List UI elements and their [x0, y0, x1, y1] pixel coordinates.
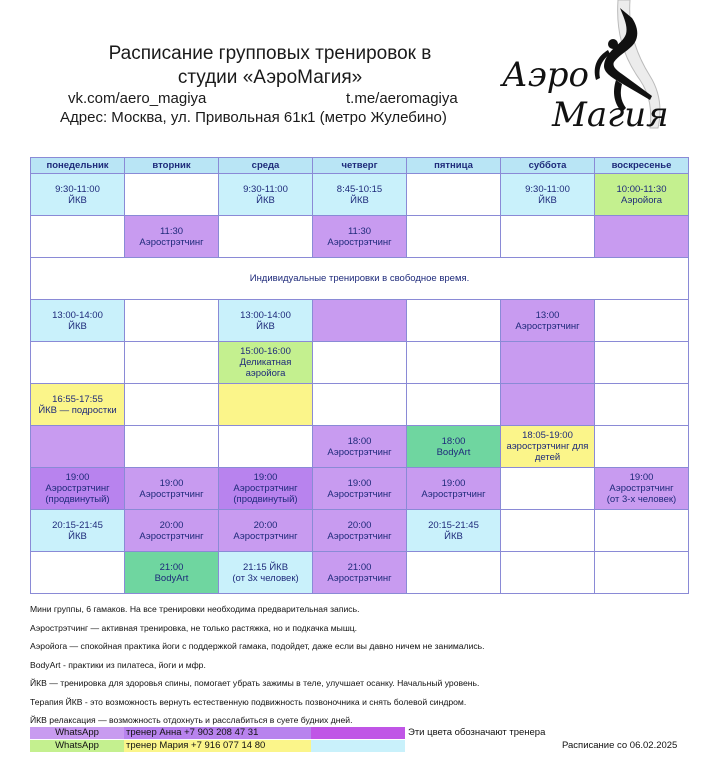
class-slot: [31, 468, 125, 510]
class-slot: [501, 300, 595, 342]
empty-slot: [313, 300, 407, 342]
header: [0, 0, 720, 150]
class-slot-text: 18:00 Аэрострэтчинг: [327, 435, 392, 458]
schedule-row: [31, 342, 689, 384]
class-slot-text: 9:30-11:00 ЙКВ: [525, 183, 570, 206]
class-slot-text: 15:00-16:00 Деликатная аэройога: [239, 346, 292, 379]
class-slot: [313, 174, 407, 216]
note-line: Аэрострэтчинг — активная тренировка, не только растяжка, но и подкачка мышц.: [30, 622, 358, 633]
class-slot-text: 21:00 Аэрострэтчинг: [327, 561, 392, 584]
class-slot-text: 20:00 Аэрострэтчинг: [233, 519, 298, 542]
class-slot: [313, 468, 407, 510]
empty-slot: [31, 552, 125, 594]
day-header: суббота: [501, 158, 595, 174]
legend-description: Эти цвета обозначают тренера: [408, 727, 546, 738]
schedule-table: [30, 157, 689, 594]
empty-slot: [407, 300, 501, 342]
empty-slot: [595, 216, 689, 258]
empty-slot: [407, 552, 501, 594]
class-slot-text: 19:00 Аэрострэтчинг: [139, 477, 204, 500]
class-slot-text: 20:15-21:45 ЙКВ: [428, 519, 479, 542]
class-slot-text: 20:00 Аэрострэтчинг: [327, 519, 392, 542]
empty-slot: [219, 384, 313, 426]
note-line: ЙКВ — тренировка для здоровья спины, помогает убрать зажимы в теле, улучшает осанку. Начальный уровень.: [30, 678, 480, 688]
class-slot: [313, 552, 407, 594]
class-slot-text: 19:00 Аэрострэтчинг (продвинутый): [45, 472, 110, 505]
empty-slot: [501, 468, 595, 510]
class-slot-text: 16:55-17:55 ЙКВ — подростки: [38, 393, 117, 416]
schedule-row: [31, 510, 689, 552]
empty-slot: [407, 342, 501, 384]
class-slot: [313, 216, 407, 258]
class-slot-text: 19:00 Аэрострэтчинг: [421, 477, 486, 500]
empty-slot: [219, 426, 313, 468]
empty-slot: [31, 426, 125, 468]
empty-slot: [595, 552, 689, 594]
schedule-row: [31, 384, 689, 426]
studio-logo: [500, 0, 675, 140]
class-slot-text: 20:15-21:45 ЙКВ: [52, 519, 103, 542]
class-slot-text: 19:00 Аэрострэтчинг (от 3-х человек): [606, 472, 677, 505]
class-slot-text: 18:00 BodyArt: [436, 435, 471, 458]
schedule-row: [31, 216, 689, 258]
schedule-row: [31, 300, 689, 342]
schedule-row: [31, 468, 689, 510]
class-slot: [407, 510, 501, 552]
empty-slot: [595, 384, 689, 426]
empty-slot: [501, 552, 595, 594]
note-line: Мини группы, 6 гамаков. На все тренировки необходима предварительная запись.: [30, 604, 360, 614]
empty-slot: [313, 384, 407, 426]
logo-text-line1: Аэро: [502, 55, 590, 95]
empty-slot: [313, 342, 407, 384]
class-slot: [125, 216, 219, 258]
class-slot: [31, 300, 125, 342]
class-slot: [219, 510, 313, 552]
trainer-color-swatch: [311, 740, 405, 752]
individual-training-note: Индивидуальные тренировки в свободное время.: [31, 258, 689, 300]
empty-slot: [407, 384, 501, 426]
class-slot: [31, 510, 125, 552]
day-header: вторник: [125, 158, 219, 174]
class-slot-text: 13:00-14:00 ЙКВ: [240, 309, 291, 332]
studio-address: Адрес: Москва, ул. Привольная 61к1 (метро Жулебино): [60, 109, 447, 126]
empty-slot: [407, 216, 501, 258]
aerial-dancer-logo-icon: [500, 0, 675, 140]
class-slot: [31, 384, 125, 426]
class-slot: [313, 510, 407, 552]
empty-slot: [125, 426, 219, 468]
day-header: четверг: [313, 158, 407, 174]
empty-slot: [219, 216, 313, 258]
class-slot: [31, 174, 125, 216]
note-line: Терапия ЙКВ - это возможность вернуть естественную подвижность позвоночника и снять болевой синдром.: [30, 696, 467, 707]
telegram-link[interactable]: t.me/aeromagiya: [346, 90, 458, 107]
class-slot-text: 11:30 Аэрострэтчинг: [327, 225, 392, 248]
vk-link[interactable]: vk.com/aero_magiya: [68, 90, 207, 107]
class-slot-text: 9:30-11:00 ЙКВ: [55, 183, 100, 206]
class-slot-text: 20:00 Аэрострэтчинг: [139, 519, 204, 542]
trainer-contact: тренер Анна +7 903 208 47 31: [124, 727, 311, 739]
empty-slot: [125, 342, 219, 384]
empty-slot: [407, 174, 501, 216]
class-slot-text: 21:00 BodyArt: [154, 561, 189, 584]
trainer-legend: [30, 727, 710, 753]
empty-slot: [595, 300, 689, 342]
empty-slot: [595, 426, 689, 468]
empty-slot: [125, 384, 219, 426]
individual-training-row: [31, 258, 689, 300]
empty-slot: [595, 510, 689, 552]
page-title: [60, 42, 480, 90]
class-slot: [219, 300, 313, 342]
class-slot-text: 9:30-11:00 ЙКВ: [243, 183, 288, 206]
title-line-2: студии «АэроМагия»: [177, 67, 363, 88]
day-header: среда: [219, 158, 313, 174]
empty-slot: [595, 342, 689, 384]
day-header-row: [31, 158, 689, 174]
class-slot: [219, 552, 313, 594]
class-slot: [407, 468, 501, 510]
schedule-row: [31, 552, 689, 594]
class-slot-text: 10:00-11:30 Аэройога: [616, 183, 667, 206]
class-slot: [595, 468, 689, 510]
empty-slot: [125, 174, 219, 216]
day-header: понедельник: [31, 158, 125, 174]
class-slot: [219, 342, 313, 384]
class-slot: [125, 552, 219, 594]
whatsapp-link[interactable]: WhatsApp: [30, 727, 124, 739]
class-slot-text: 19:00 Аэрострэтчинг: [327, 477, 392, 500]
empty-slot: [125, 300, 219, 342]
class-slot: [125, 510, 219, 552]
class-slot: [219, 468, 313, 510]
empty-slot: [501, 342, 595, 384]
note-line: Аэройога — спокойная практика йоги с поддержкой гамака, подойдет, даже если вы давно ничем не занимались.: [30, 641, 485, 651]
empty-slot: [31, 216, 125, 258]
title-line-1: Расписание групповых тренировок в: [108, 43, 432, 64]
empty-slot: [501, 216, 595, 258]
schedule-row: [31, 174, 689, 216]
class-slot: [219, 174, 313, 216]
class-slot: [125, 468, 219, 510]
class-slot-text: 21:15 ЙКВ (от 3х человек): [232, 561, 299, 584]
notes-section: [30, 603, 690, 733]
class-slot-text: 8:45-10:15 ЙКВ: [336, 183, 383, 206]
class-slot: [501, 426, 595, 468]
class-slot: [595, 174, 689, 216]
trainer-contact: тренер Мария +7 916 077 14 80: [124, 740, 311, 752]
empty-slot: [501, 384, 595, 426]
logo-text-line2: Магия: [552, 95, 669, 135]
empty-slot: [501, 510, 595, 552]
note-line: BodyArt - практики из пилатеса, йоги и мфр.: [30, 659, 206, 670]
class-slot-text: 18:05-19:00 аэрострэтчинг для детей: [506, 430, 589, 463]
schedule-date: Расписание со 06.02.2025: [562, 740, 678, 751]
class-slot-text: 13:00 Аэрострэтчинг: [515, 309, 580, 332]
class-slot-text: 19:00 Аэрострэтчинг (продвинутый): [233, 472, 298, 505]
class-slot-text: 11:30 Аэрострэтчинг: [139, 225, 204, 248]
class-slot: [407, 426, 501, 468]
empty-slot: [31, 342, 125, 384]
class-slot: [313, 426, 407, 468]
class-slot-text: 13:00-14:00 ЙКВ: [52, 309, 103, 332]
class-slot: [501, 174, 595, 216]
trainer-color-swatch: [311, 727, 405, 739]
note-line: ЙКВ релаксация — возможность отдохнуть и расслабиться в суете будних дней.: [30, 715, 353, 725]
schedule-row: [31, 426, 689, 468]
day-header: воскресенье: [595, 158, 689, 174]
whatsapp-link[interactable]: WhatsApp: [30, 740, 124, 752]
day-header: пятница: [407, 158, 501, 174]
